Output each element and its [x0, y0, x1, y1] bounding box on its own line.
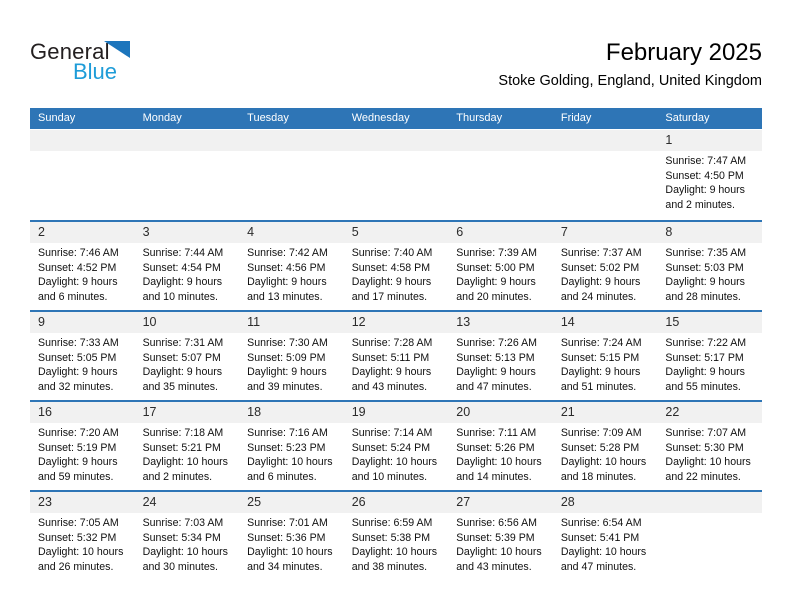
sunrise-text: Sunrise: 7:11 AM — [456, 427, 537, 439]
day-cell-1 — [657, 130, 762, 220]
weekday-header-friday: Friday — [560, 112, 592, 124]
day-details — [30, 243, 135, 304]
daylight-text: Daylight: 10 hours and 38 minutes. — [351, 546, 438, 573]
weekday-header-tuesday: Tuesday — [247, 112, 289, 124]
day-cell-21 — [553, 402, 658, 490]
day-details — [553, 333, 658, 394]
daylight-text: Daylight: 9 hours and 35 minutes. — [142, 366, 223, 393]
sunrise-text: Sunrise: 7:07 AM — [665, 427, 747, 439]
sunset-text: Sunset: 5:41 PM — [560, 531, 640, 544]
sunrise-text: Sunrise: 7:01 AM — [247, 517, 328, 529]
sunrise-text: Sunrise: 7:42 AM — [247, 247, 328, 259]
day-number: 2 — [30, 222, 135, 243]
empty-day-cell — [553, 130, 658, 220]
weeks-container — [30, 130, 762, 580]
daylight-text: Daylight: 10 hours and 22 minutes. — [665, 456, 751, 483]
weekday-header-sunday: Sunday — [38, 112, 76, 124]
day-details — [30, 333, 135, 394]
day-cell-3 — [135, 222, 240, 310]
day-cell-18 — [239, 402, 344, 490]
day-number: 24 — [135, 492, 240, 513]
day-cell-9 — [30, 312, 135, 400]
day-details — [553, 243, 658, 304]
sunset-text: Sunset: 5:30 PM — [665, 441, 744, 454]
sunrise-text: Sunrise: 6:59 AM — [351, 517, 433, 529]
day-cell-22 — [657, 402, 762, 490]
day-number: 15 — [657, 312, 762, 333]
sunset-text: Sunset: 5:32 PM — [38, 531, 117, 544]
sunrise-text: Sunrise: 7:30 AM — [247, 337, 328, 349]
daylight-text: Daylight: 9 hours and 10 minutes. — [142, 276, 223, 303]
day-cell-14 — [553, 312, 658, 400]
daylight-text: Daylight: 10 hours and 43 minutes. — [456, 546, 542, 573]
day-number: 19 — [344, 402, 449, 423]
daylight-text: Daylight: 9 hours and 13 minutes. — [247, 276, 327, 303]
day-number: 16 — [30, 402, 135, 423]
day-number — [553, 130, 658, 151]
week-row-5 — [30, 490, 762, 580]
weekday-header-thursday: Thursday — [456, 112, 503, 124]
day-details — [657, 151, 762, 212]
sunrise-text: Sunrise: 7:39 AM — [456, 247, 537, 259]
day-cell-20 — [448, 402, 553, 490]
day-cell-26 — [344, 492, 449, 580]
day-details — [344, 423, 449, 484]
day-number — [135, 130, 240, 151]
day-number — [30, 130, 135, 151]
day-cell-8 — [657, 222, 762, 310]
sunset-text: Sunset: 5:09 PM — [247, 351, 326, 364]
logo-text-blue: Blue — [73, 59, 118, 84]
daylight-text: Daylight: 9 hours and 51 minutes. — [560, 366, 641, 393]
day-number — [657, 492, 762, 513]
day-details — [30, 513, 135, 574]
daylight-text: Daylight: 10 hours and 47 minutes. — [560, 546, 647, 573]
calendar-location: Stoke Golding, England, United Kingdom — [498, 73, 762, 90]
weekday-header-row — [30, 108, 762, 129]
daylight-text: Daylight: 9 hours and 47 minutes. — [456, 366, 536, 393]
calendar-grid — [30, 108, 762, 580]
day-details — [553, 423, 658, 484]
day-details — [344, 243, 449, 304]
sunset-text: Sunset: 5:36 PM — [247, 531, 326, 544]
weekday-header-saturday: Saturday — [665, 112, 710, 124]
sunset-text: Sunset: 5:00 PM — [456, 261, 535, 274]
day-details — [135, 513, 240, 574]
sunset-text: Sunset: 5:19 PM — [38, 441, 117, 454]
sunrise-text: Sunrise: 7:44 AM — [142, 247, 224, 259]
sunset-text: Sunset: 5:13 PM — [456, 351, 535, 364]
sunrise-text: Sunrise: 7:46 AM — [38, 247, 119, 259]
sunset-text: Sunset: 4:50 PM — [665, 169, 744, 182]
day-details — [239, 513, 344, 574]
page-header — [30, 38, 762, 96]
sunrise-text: Sunrise: 6:56 AM — [456, 517, 537, 529]
daylight-text: Daylight: 9 hours and 39 minutes. — [247, 366, 327, 393]
sunset-text: Sunset: 5:02 PM — [560, 261, 640, 274]
sunrise-text: Sunrise: 7:09 AM — [560, 427, 642, 439]
day-details — [239, 423, 344, 484]
empty-day-cell — [239, 130, 344, 220]
daylight-text: Daylight: 9 hours and 24 minutes. — [560, 276, 641, 303]
sunset-text: Sunset: 5:11 PM — [351, 351, 430, 364]
day-cell-7 — [553, 222, 658, 310]
sunset-text: Sunset: 5:39 PM — [456, 531, 535, 544]
day-number: 22 — [657, 402, 762, 423]
sunrise-text: Sunrise: 7:22 AM — [665, 337, 747, 349]
daylight-text: Daylight: 9 hours and 17 minutes. — [351, 276, 432, 303]
day-details — [448, 423, 553, 484]
day-details — [553, 513, 658, 574]
daylight-text: Daylight: 10 hours and 2 minutes. — [142, 456, 228, 483]
sunrise-text: Sunrise: 6:54 AM — [560, 517, 642, 529]
day-cell-4 — [239, 222, 344, 310]
sunrise-text: Sunrise: 7:24 AM — [560, 337, 642, 349]
day-number: 10 — [135, 312, 240, 333]
day-number: 8 — [657, 222, 762, 243]
daylight-text: Daylight: 9 hours and 43 minutes. — [351, 366, 432, 393]
sunset-text: Sunset: 5:28 PM — [560, 441, 640, 454]
day-details — [448, 243, 553, 304]
day-details — [448, 513, 553, 574]
daylight-text: Daylight: 9 hours and 20 minutes. — [456, 276, 536, 303]
day-number: 17 — [135, 402, 240, 423]
sunrise-text: Sunrise: 7:33 AM — [38, 337, 119, 349]
day-number: 18 — [239, 402, 344, 423]
weekday-header-wednesday: Wednesday — [351, 112, 410, 124]
week-row-1 — [30, 130, 762, 220]
day-number: 1 — [657, 130, 762, 151]
daylight-text: Daylight: 9 hours and 6 minutes. — [38, 276, 118, 303]
daylight-text: Daylight: 10 hours and 26 minutes. — [38, 546, 124, 573]
general-blue-logo — [30, 38, 150, 96]
day-cell-24 — [135, 492, 240, 580]
day-number: 3 — [135, 222, 240, 243]
daylight-text: Daylight: 9 hours and 32 minutes. — [38, 366, 118, 393]
day-number: 13 — [448, 312, 553, 333]
day-number: 12 — [344, 312, 449, 333]
day-details — [239, 243, 344, 304]
sunrise-text: Sunrise: 7:16 AM — [247, 427, 328, 439]
empty-day-cell — [657, 492, 762, 580]
day-details — [344, 333, 449, 394]
sunrise-text: Sunrise: 7:37 AM — [560, 247, 642, 259]
weekday-header-monday: Monday — [142, 112, 182, 124]
daylight-text: Daylight: 10 hours and 34 minutes. — [247, 546, 333, 573]
day-details — [135, 333, 240, 394]
sunset-text: Sunset: 4:52 PM — [38, 261, 117, 274]
sunrise-text: Sunrise: 7:31 AM — [142, 337, 224, 349]
empty-day-cell — [344, 130, 449, 220]
daylight-text: Daylight: 10 hours and 10 minutes. — [351, 456, 438, 483]
week-row-2 — [30, 220, 762, 310]
day-details — [135, 243, 240, 304]
day-number: 9 — [30, 312, 135, 333]
day-number: 11 — [239, 312, 344, 333]
sunset-text: Sunset: 5:26 PM — [456, 441, 535, 454]
week-row-3 — [30, 310, 762, 400]
day-number — [344, 130, 449, 151]
logo-text-general: General — [30, 39, 110, 64]
day-cell-2 — [30, 222, 135, 310]
sunrise-text: Sunrise: 7:14 AM — [351, 427, 433, 439]
sunrise-text: Sunrise: 7:26 AM — [456, 337, 537, 349]
day-number: 28 — [553, 492, 658, 513]
daylight-text: Daylight: 10 hours and 18 minutes. — [560, 456, 647, 483]
day-details — [30, 423, 135, 484]
sunset-text: Sunset: 5:05 PM — [38, 351, 117, 364]
daylight-text: Daylight: 9 hours and 28 minutes. — [665, 276, 745, 303]
daylight-text: Daylight: 9 hours and 2 minutes. — [665, 184, 745, 211]
daylight-text: Daylight: 10 hours and 30 minutes. — [142, 546, 228, 573]
day-cell-25 — [239, 492, 344, 580]
day-number: 23 — [30, 492, 135, 513]
day-number: 27 — [448, 492, 553, 513]
sunrise-text: Sunrise: 7:28 AM — [351, 337, 433, 349]
day-number: 7 — [553, 222, 658, 243]
day-details — [657, 243, 762, 304]
day-cell-10 — [135, 312, 240, 400]
day-number: 25 — [239, 492, 344, 513]
sunrise-text: Sunrise: 7:18 AM — [142, 427, 224, 439]
day-details — [448, 333, 553, 394]
sunset-text: Sunset: 5:07 PM — [142, 351, 221, 364]
sunset-text: Sunset: 4:58 PM — [351, 261, 431, 274]
daylight-text: Daylight: 9 hours and 55 minutes. — [665, 366, 745, 393]
day-number: 21 — [553, 402, 658, 423]
empty-day-cell — [135, 130, 240, 220]
sunset-text: Sunset: 5:24 PM — [351, 441, 431, 454]
day-number: 14 — [553, 312, 658, 333]
day-cell-17 — [135, 402, 240, 490]
day-cell-15 — [657, 312, 762, 400]
day-cell-13 — [448, 312, 553, 400]
day-number: 4 — [239, 222, 344, 243]
sunrise-text: Sunrise: 7:05 AM — [38, 517, 119, 529]
day-cell-5 — [344, 222, 449, 310]
daylight-text: Daylight: 10 hours and 14 minutes. — [456, 456, 542, 483]
calendar-month-title: February 2025 — [605, 39, 762, 66]
day-cell-28 — [553, 492, 658, 580]
week-row-4 — [30, 400, 762, 490]
sunrise-text: Sunrise: 7:47 AM — [665, 155, 747, 167]
sunrise-text: Sunrise: 7:35 AM — [665, 247, 747, 259]
day-number: 20 — [448, 402, 553, 423]
day-details — [344, 513, 449, 574]
daylight-text: Daylight: 9 hours and 59 minutes. — [38, 456, 118, 483]
sunset-text: Sunset: 5:38 PM — [351, 531, 431, 544]
day-details — [657, 423, 762, 484]
sunset-text: Sunset: 4:56 PM — [247, 261, 326, 274]
sunset-text: Sunset: 5:15 PM — [560, 351, 640, 364]
sunrise-text: Sunrise: 7:03 AM — [142, 517, 224, 529]
sunrise-text: Sunrise: 7:20 AM — [38, 427, 119, 439]
day-cell-11 — [239, 312, 344, 400]
day-details — [239, 333, 344, 394]
sunset-text: Sunset: 5:03 PM — [665, 261, 744, 274]
empty-day-cell — [448, 130, 553, 220]
day-cell-23 — [30, 492, 135, 580]
day-number: 26 — [344, 492, 449, 513]
day-number: 5 — [344, 222, 449, 243]
title-block — [498, 38, 762, 89]
day-details — [135, 423, 240, 484]
day-number — [239, 130, 344, 151]
day-cell-12 — [344, 312, 449, 400]
day-cell-16 — [30, 402, 135, 490]
sunset-text: Sunset: 5:17 PM — [665, 351, 744, 364]
sunset-text: Sunset: 5:23 PM — [247, 441, 326, 454]
daylight-text: Daylight: 10 hours and 6 minutes. — [247, 456, 333, 483]
sunset-text: Sunset: 5:34 PM — [142, 531, 221, 544]
day-number: 6 — [448, 222, 553, 243]
sunrise-text: Sunrise: 7:40 AM — [351, 247, 433, 259]
empty-day-cell — [30, 130, 135, 220]
day-cell-19 — [344, 402, 449, 490]
sunset-text: Sunset: 5:21 PM — [142, 441, 221, 454]
day-cell-6 — [448, 222, 553, 310]
day-details — [657, 333, 762, 394]
day-number — [448, 130, 553, 151]
day-cell-27 — [448, 492, 553, 580]
sunset-text: Sunset: 4:54 PM — [142, 261, 221, 274]
